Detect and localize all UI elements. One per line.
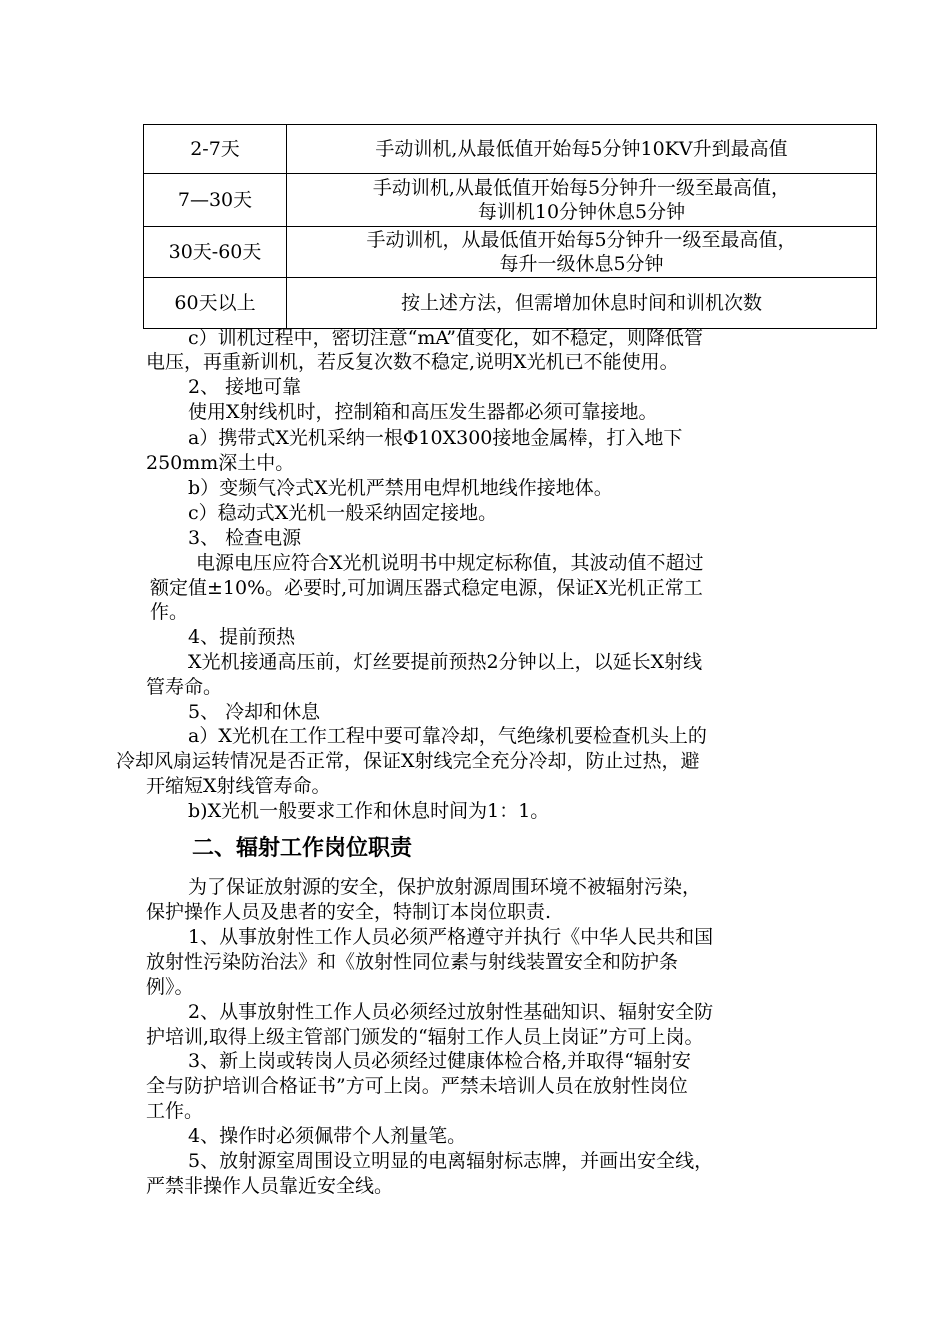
body-line: a）携带式X光机采纳一根Φ10X300接地金属棒，打入地下: [188, 427, 683, 449]
body-line: 额定值±10%。必要时,可加调压器式稳定电源，保证X光机正常工: [150, 577, 703, 599]
method-text: 每升一级休息5分钟: [499, 253, 664, 275]
section-heading: 二、辐射工作岗位职责: [192, 836, 413, 861]
section-line: 护培训,取得上级主管部门颁发的“辐射工作人员上岗证”方可上岗。: [146, 1026, 704, 1048]
method-cell: [287, 125, 877, 174]
subheading-line: 3、 检查电源: [188, 527, 302, 549]
body-line: 电压，再重新训机，若反复次数不稳定,说明X光机已不能使用。: [146, 351, 679, 373]
subheading-line: 2、 接地可靠: [188, 376, 302, 398]
table-row: [144, 125, 877, 174]
method-text: 手动训机,从最低值开始每5分钟升一级至最高值，: [372, 177, 791, 199]
section-line: 4、操作时必须佩带个人剂量笔。: [188, 1125, 467, 1147]
method-text: 手动训机，从最低值开始每5分钟升一级至最高值，: [366, 229, 797, 251]
period-cell: 30天-60天: [144, 227, 287, 278]
section-line: 3、新上岗或转岗人员必须经过健康体检合格,并取得“辐射安: [188, 1050, 691, 1072]
subheading-line: 4、提前预热: [188, 626, 296, 648]
training-schedule-table: [143, 124, 877, 329]
body-line: c）稳动式X光机一般采纳固定接地。: [188, 502, 498, 524]
section-line: 5、放射源室周围设立明显的电离辐射标志牌，并画出安全线，: [188, 1150, 714, 1172]
body-line: 使用X射线机时，控制箱和高压发生器都必须可靠接地。: [188, 401, 658, 423]
section-line: 严禁非操作人员靠近安全线。: [146, 1175, 394, 1197]
period-cell: 7—30天: [144, 174, 287, 227]
body-line: 电源电压应符合X光机说明书中规定标称值，其波动值不超过: [196, 552, 704, 574]
section-line: 为了保证放射源的安全，保护放射源周围环境不被辐射污染，: [188, 876, 702, 898]
period-cell: 60天以上: [144, 278, 287, 329]
table-row: [144, 227, 877, 278]
subheading-line: 5、 冷却和休息: [188, 701, 321, 723]
body-line: 管寿命。: [146, 676, 223, 698]
method-text: 手动训机,从最低值开始每5分钟10KV升到最高值: [375, 138, 788, 160]
body-line: b）变频气冷式X光机严禁用电焊机地线作接地体。: [188, 477, 613, 499]
period-cell: 2-7天: [144, 125, 287, 174]
table-row: [144, 174, 877, 227]
body-line: c）训机过程中，密切注意“mA”值变化，如不稳定，则降低管: [188, 327, 704, 349]
method-cell: [287, 278, 877, 329]
method-cell: [287, 227, 877, 278]
section-line: 工作。: [146, 1100, 204, 1122]
section-line: 放射性污染防治法》和《放射性同位素与射线装置安全和防护条: [146, 951, 679, 973]
method-text: 每训机10分钟休息5分钟: [477, 201, 686, 223]
section-line: 2、从事放射性工作人员必须经过放射性基础知识、辐射安全防: [188, 1001, 714, 1023]
method-text: 按上述方法，但需增加休息时间和训机次数: [400, 292, 762, 314]
body-line: 冷却风扇运转情况是否正常，保证X射线完全充分冷却，防止过热，避: [116, 750, 700, 772]
body-line: 250mm深土中。: [146, 452, 295, 474]
body-line: b)X光机一般要求工作和休息时间为1：1。: [188, 800, 550, 822]
body-line: a）X光机在工作工程中要可靠冷却，气绝缘机要检查机头上的: [188, 725, 707, 747]
method-cell: [287, 174, 877, 227]
section-line: 保护操作人员及患者的安全，特制订本岗位职责.: [146, 901, 552, 923]
section-line: 例》。: [146, 976, 194, 998]
table-row: [144, 278, 877, 329]
body-line: 开缩短X射线管寿命。: [146, 775, 331, 797]
body-line: X光机接通高压前，灯丝要提前预热2分钟以上，以延长X射线: [188, 651, 703, 673]
body-line: 作。: [150, 601, 189, 623]
section-line: 1、从事放射性工作人员必须严格遵守并执行《中华人民共和国: [188, 926, 714, 948]
section-line: 全与防护培训合格证书”方可上岗。严禁未培训人员在放射性岗位: [146, 1075, 688, 1097]
